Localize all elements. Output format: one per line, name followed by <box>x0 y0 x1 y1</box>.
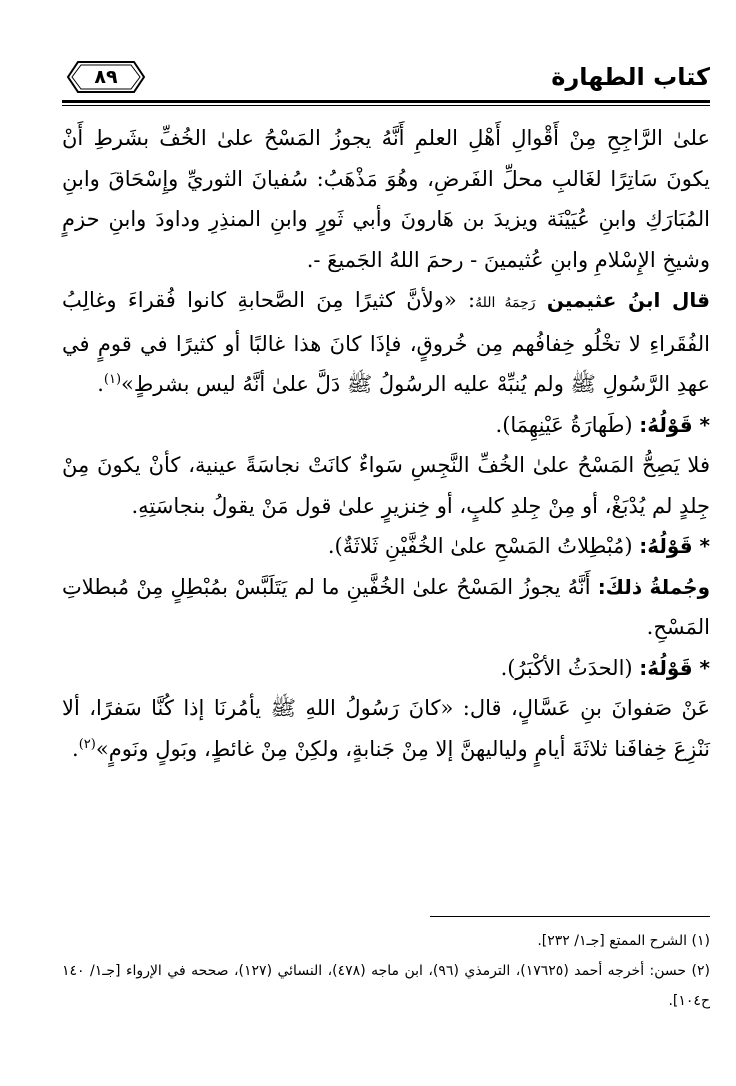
footnotes <box>62 926 710 1016</box>
heading-text: (مُبْطِلاتُ المَسْحِ علىٰ الخُفَّيْنِ ثَلاثَةٌ). <box>327 534 640 558</box>
page-header <box>62 55 710 101</box>
header-rule-thin <box>62 105 710 106</box>
hadith-text: عَنْ صَفوانَ بنِ عَسَّالٍ، قال: «كانَ رَسُولُ اللهِ ﷺ يأمُرنَا إذا كُنَّا سَفرًا، ألا نَنْزِعَ خِفافَنا ثلاثَةَ أيامٍ ولياليهنَّ إلا مِنْ جَنابةٍ، ولكِنْ مِنْ غائطٍ، وبَولٍ ونَومٍ» <box>62 696 710 761</box>
paragraph-5 <box>62 688 710 769</box>
sentence-end: . <box>97 372 104 396</box>
paragraph-2 <box>62 280 710 405</box>
footnote-separator <box>430 916 710 917</box>
footnote-2: (٢) حسن: أخرجه أحمد (١٧٦٢٥)، الترمذي (٩٦)، ابن ماجه (٤٧٨)، النسائي (١٢٧)، صححه في الإرواء [جـ١/ ١٤٠ ح١٠٤]. <box>62 963 710 1009</box>
book-title: كتاب الطهارة <box>551 63 710 91</box>
heading-text: (الحدَثُ الأكْبَرُ). <box>500 655 640 680</box>
main-text <box>62 118 710 769</box>
paragraph-1: علىٰ الرَّاجِحِ مِنْ أَقْوالِ أَهْلِ العلمِ أَنَّهُ يجوزُ المَسْحُ علىٰ الخُفِّ بشَرطِ أَنْ يكونَ سَاتِرًا لغَالبِ محلِّ الفَرضِ، وهُوَ مَذْهَبُ: سُفيانَ الثوريِّ وإِسْحَاقَ وابنِ المُبَارَكِ وابنِ عُيَيْنَة ويزيدَ بن هَارونَ وأبي ثَورٍ وابنِ المنذِرِ وداودَ وابنِ حزمٍ وشيخِ الإِسْلامِ وابنِ عُثيمينَ - رحمَ اللهُ الجَميعَ -. <box>62 126 710 272</box>
page-number-badge <box>66 60 146 94</box>
paragraph-3: فلا يَصِحُّ المَسْحُ علىٰ الخُفِّ النَّجِسِ سَواءٌ كانَتْ نجاسَةً عينية، كأنْ يكونَ مِنْ جِلدٍ لم يُدْبَغْ، أو مِنْ جِلدِ كلبٍ، أو خِنزيرٍ علىٰ قول مَنْ يقولُ بنجاسَتِهِ. <box>62 453 710 518</box>
footnote-ref-2[interactable]: (٢) <box>78 736 96 752</box>
quote-attribution: قال ابنُ عثيمين <box>546 288 710 312</box>
paragraph-4 <box>62 567 710 648</box>
header-rule <box>62 100 710 103</box>
heading-text: (طَهارَةُ عَيْنِهِمَا). <box>495 412 640 437</box>
heading-1 <box>62 405 710 446</box>
footnote-1: (١) الشرح الممتع [جـ١/ ٢٣٢]. <box>537 933 710 949</box>
honorific: رَحِمَهُ اللهُ <box>475 295 536 311</box>
quote-text: : «ولأنَّ كثيرًا مِنَ الصَّحابةِ كانوا فُقراءَ وغالِبُ الفُقَراءِ لا تخْلُو خِفافُهم مِن خُروقٍ، فإذَا كانَ هذا غالبًا أو كثيرًا في قومٍ في عهدِ الرَّسُولِ ﷺ ولم يُنبِّهْ عليه الرسُولُ ﷺ دَلَّ علىٰ أنَّهُ ليس بشرطٍ» <box>62 288 710 396</box>
heading-lead: * قَوْلُهُ: <box>639 412 710 437</box>
heading-lead: * قَوْلُهُ: <box>639 655 710 680</box>
heading-2 <box>62 526 710 567</box>
summary-text: أَنَّهُ يجوزُ المَسْحُ علىٰ الخُفَّينِ ما لم يَتَلَبَّسْ بمُبْطِلٍ مِنْ مُبطلاتِ المَسْحِ. <box>62 574 710 639</box>
heading-3 <box>62 648 710 689</box>
footnote-ref-1[interactable]: (١) <box>103 372 122 387</box>
heading-lead: * قَوْلُهُ: <box>639 534 710 558</box>
page-number: ٨٩ <box>94 66 118 88</box>
sentence-end: . <box>72 736 79 761</box>
summary-lead: وجُملةُ ذلكَ: <box>597 574 710 599</box>
